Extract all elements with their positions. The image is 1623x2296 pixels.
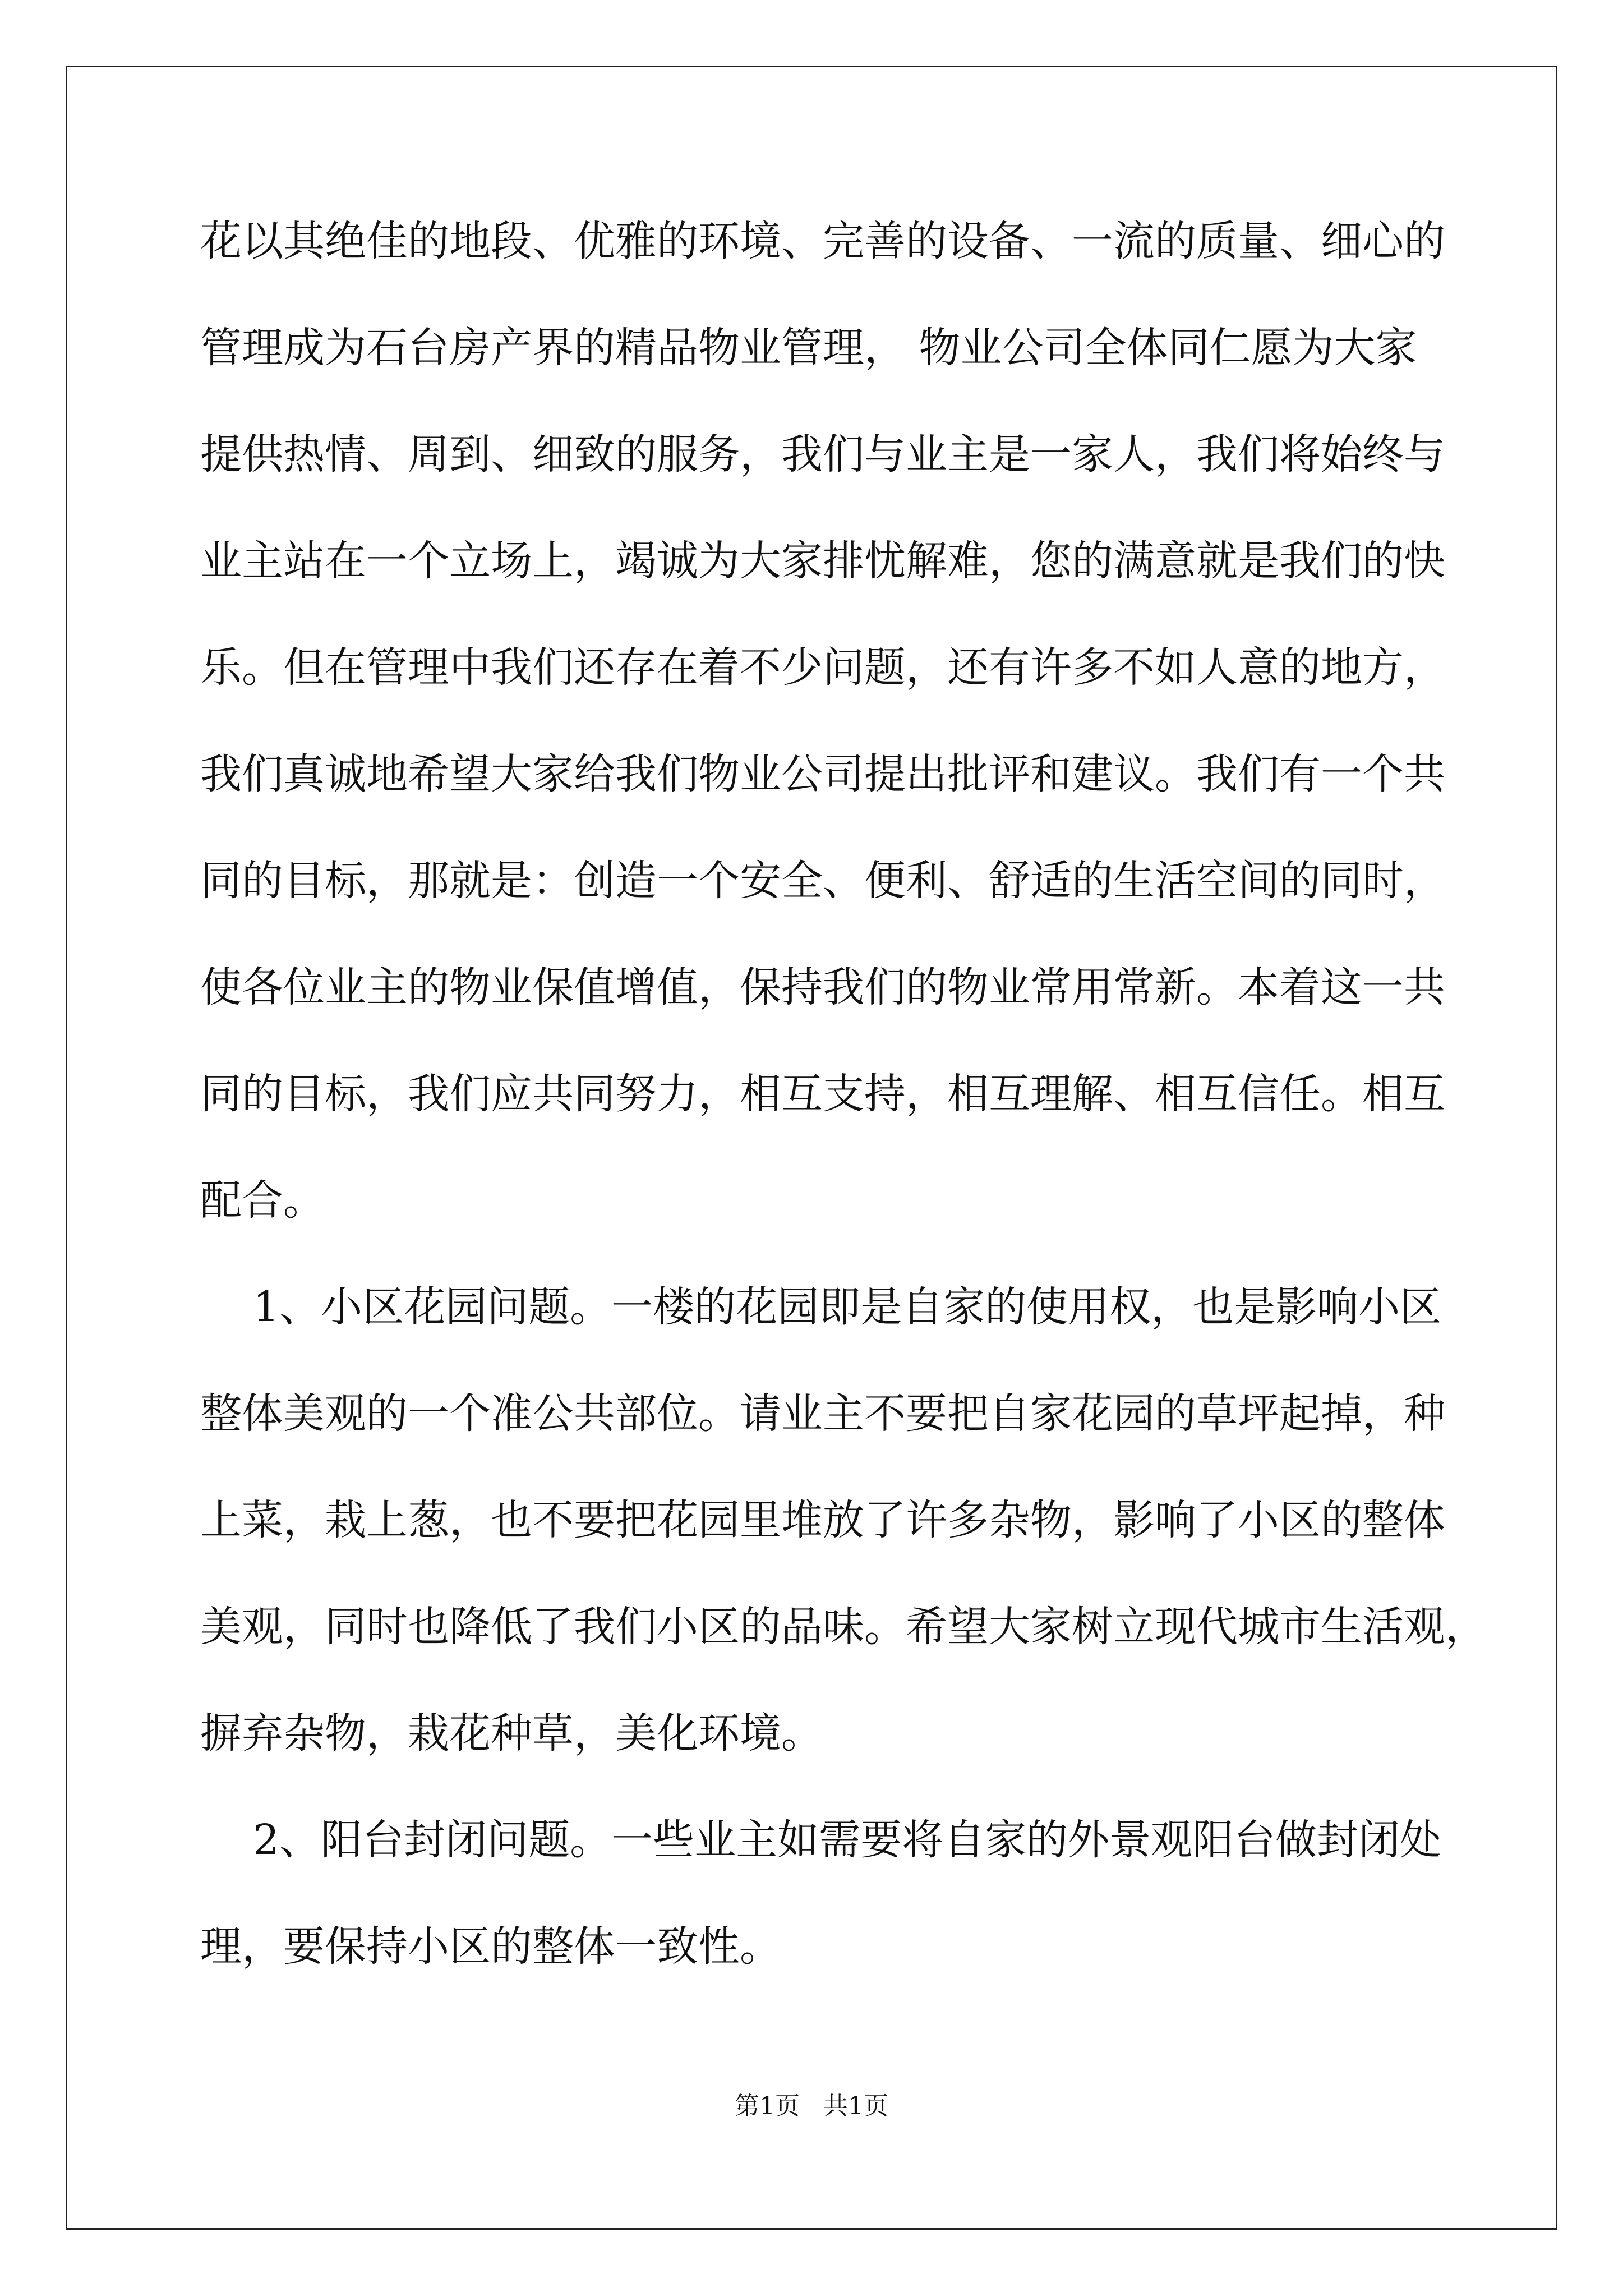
text-line: 2、阳台封闭问题。一些业主如需要将自家的外景观阳台做封闭处 [200,1816,1442,1864]
page-number: 第1页 共1页 [735,2092,888,2120]
text-line: 我们真诚地希望大家给我们物业公司提出批评和建议。我们有一个共 [200,750,1445,798]
text-line: 上菜，栽上葱，也不要把花园里堆放了许多杂物，影响了小区的整体 [200,1496,1445,1544]
text-line: 提供热情、周到、细致的服务，我们与业主是一家人，我们将始终与 [200,430,1445,478]
text-line: 配合。 [200,1176,325,1225]
text-line: 美观，同时也降低了我们小区的品味。希望大家树立现代城市生活观， [200,1603,1487,1651]
page-border [66,66,1557,2230]
text-line: 乐。但在管理中我们还存在着不少问题，还有许多不如人意的地方， [200,643,1445,692]
text-line: 花以其绝佳的地段、优雅的环境、完善的设备、一流的质量、细心的 [200,217,1445,265]
text-line: 业主站在一个立场上，竭诚为大家排忧解难，您的满意就是我们的快 [200,537,1445,585]
text-line: 1、小区花园问题。一楼的花园即是自家的使用权，也是影响小区 [200,1283,1442,1331]
text-line: 整体美观的一个准公共部位。请业主不要把自家花园的草坪起掉，种 [200,1389,1445,1438]
text-line: 同的目标，我们应共同努力，相互支持，相互理解、相互信任。相互 [200,1070,1445,1118]
text-line: 管理成为石台房产界的精品物业管理， 物业公司全体同仁愿为大家 [200,324,1417,372]
text-line: 理，要保持小区的整体一致性。 [200,1922,781,1971]
text-line: 摒弃杂物，栽花种草，美化环境。 [200,1709,823,1757]
text-line: 同的目标，那就是：创造一个安全、便利、舒适的生活空间的同时， [200,857,1445,905]
text-line: 使各位业主的物业保值增值，保持我们的物业常用常新。本着这一共 [200,963,1445,1011]
page-footer [0,2090,1623,2123]
